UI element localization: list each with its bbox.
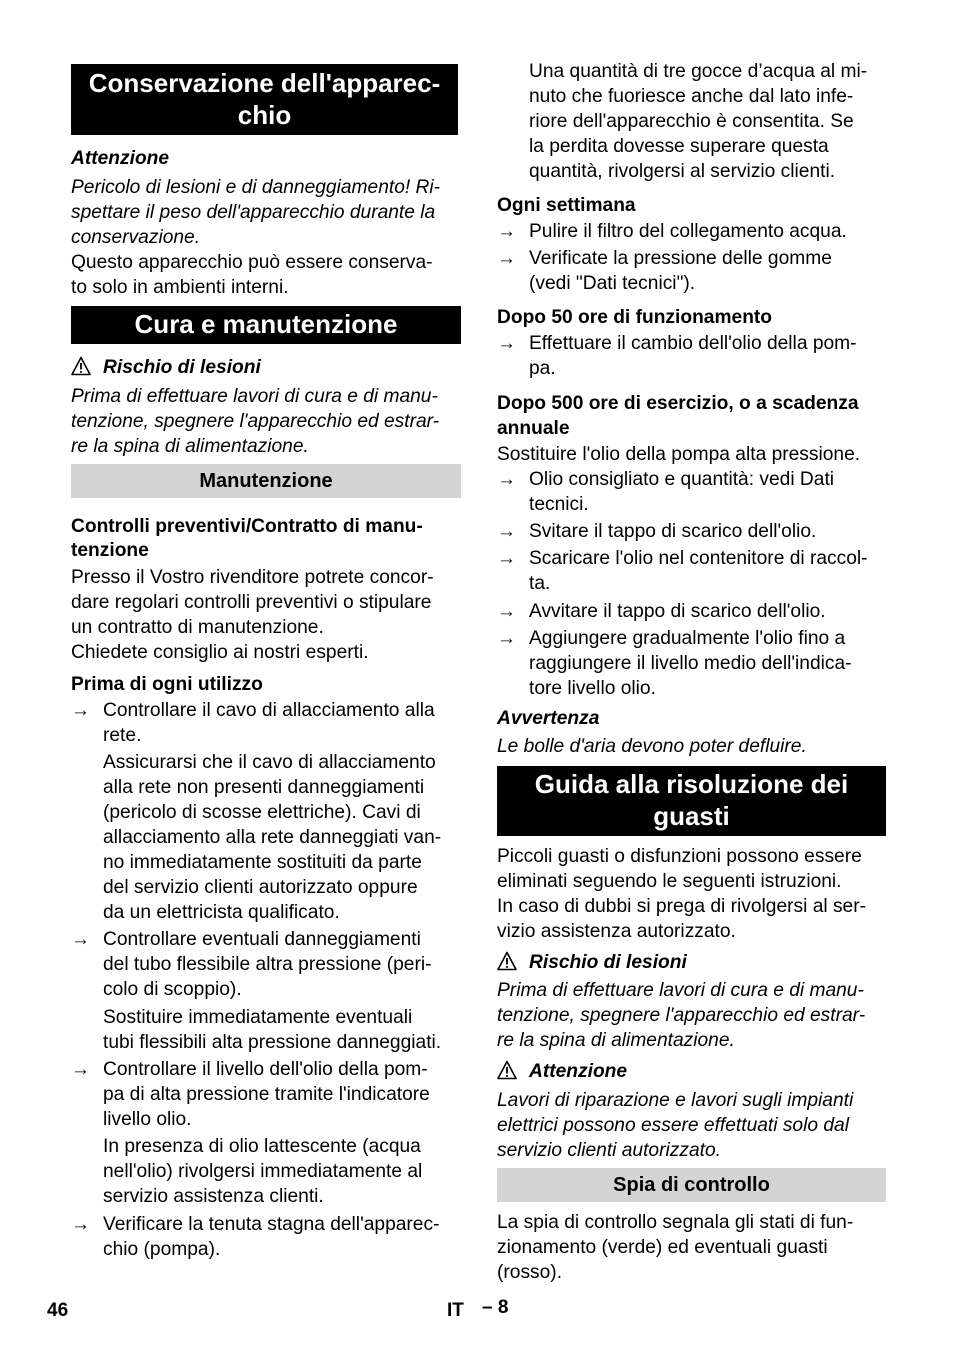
spia-text: (rosso). [497,1262,563,1283]
list-item: Verificare la tenuta stagna dell'apparec- [103,1214,440,1235]
rischio-title: Rischio di lesioni [103,357,261,378]
list-item: rete. [103,725,142,746]
guida-text: In caso di dubbi si prega di rivolgersi al ser- [497,896,867,917]
list-item-note: tubi flessibili alta pressione danneggiati. [103,1032,442,1053]
warning-triangle-icon [497,1060,517,1080]
list-item-note: In presenza di olio lattescente (acqua [103,1136,421,1157]
heading-manutenzione: Manutenzione [71,464,461,498]
dopo50-title: Dopo 50 ore di funzionamento [497,307,773,328]
list-item-note: nell'olio) rivolgersi immediatamente al [103,1161,423,1182]
controlli-text: Presso il Vostro rivenditore potrete concor- [71,567,434,588]
arrow-icon: → [497,248,516,269]
guida-text: eliminati seguendo le seguenti istruzioni. [497,871,842,892]
list-item: Controllare il livello dell'olio della pom- [103,1059,428,1080]
list-item-note: Sostituire immediatamente eventuali [103,1007,413,1028]
heading-conservazione: Conservazione dell'apparec- chio [71,64,458,135]
list-item-note: del servizio clienti autorizzato oppure [103,877,418,898]
attenzione-title: Attenzione [71,148,170,169]
guida-text: vizio assistenza autorizzato. [497,921,736,942]
warning-triangle-icon [497,951,517,971]
arrow-icon: → [71,1059,90,1080]
guida-text: Piccoli guasti o disfunzioni possono essere [497,846,862,867]
rischio-title: Rischio di lesioni [529,952,687,973]
list-item: tecnici. [529,494,589,515]
attenzione-text: conservazione. [71,227,201,248]
list-item: tore livello olio. [529,678,656,699]
leak-text: nuto che fuoriesce anche dal lato infe- [529,86,854,107]
heading-cura-manutenzione: Cura e manutenzione [71,306,461,344]
arrow-icon: → [71,929,90,950]
attenzione-text: spettare il peso dell'apparecchio durante la [71,202,436,223]
list-item: raggiungere il livello medio dell'indica- [529,653,852,674]
rischio-text: Prima di effettuare lavori di cura e di manu- [497,980,864,1001]
spia-text: zionamento (verde) ed eventuali guasti [497,1237,828,1258]
list-item: Effettuare il cambio dell'olio della pom- [529,333,857,354]
rischio-text: re la spina di alimentazione. [71,436,309,457]
attenzione-text: servizio clienti autorizzato. [497,1140,721,1161]
list-item: Avvitare il tappo di scarico dell'olio. [529,601,826,622]
conservazione-text: to solo in ambienti interni. [71,277,289,298]
list-item: chio (pompa). [103,1239,221,1260]
list-item-note: da un elettricista qualificato. [103,902,340,923]
leak-text: riore dell'apparecchio è consentita. Se [529,111,854,132]
avvertenza-text: Le bolle d'aria devono poter defluire. [497,736,807,757]
rischio-text: tenzione, spegnere l'apparecchio ed estrar- [497,1005,866,1026]
attenzione-title: Attenzione [529,1061,628,1082]
arrow-icon: → [497,601,516,622]
attenzione-text: Pericolo di lesioni e di danneggiamento! Ri- [71,177,441,198]
list-item-note: allacciamento alla rete danneggiati van- [103,827,442,848]
list-item-note: Assicurarsi che il cavo di allacciamento [103,752,436,773]
heading-guida-risoluzione-guasti: Guida alla risoluzione dei guasti [497,766,886,836]
dopo500-title: Dopo 500 ore di esercizio, o a scadenza [497,393,859,414]
heading-spia-controllo: Spia di controllo [497,1168,886,1202]
list-item: (vedi "Dati tecnici"). [529,273,696,294]
controlli-text: dare regolari controlli preventivi o stipulare [71,592,432,613]
arrow-icon: → [497,548,516,569]
language-code: IT [447,1300,464,1321]
prima-title: Prima di ogni utilizzo [71,674,263,695]
rischio-text: tenzione, spegnere l'apparecchio ed estrar- [71,411,440,432]
spia-text: La spia di controllo segnala gli stati di fun- [497,1212,854,1233]
list-item-note: (pericolo di scosse elettriche). Cavi di [103,802,421,823]
list-item: colo di scoppio). [103,979,242,1000]
sostituire-text: Sostituire l'olio della pompa alta pressione. [497,444,861,465]
leak-text: quantità, rivolgersi al servizio clienti. [529,161,836,182]
arrow-icon: → [497,469,516,490]
list-item-note: alla rete non presenti danneggiamenti [103,777,425,798]
attenzione-text: Lavori di riparazione e lavori sugli impianti [497,1090,854,1111]
list-item: Controllare eventuali danneggiamenti [103,929,421,950]
arrow-icon: → [497,333,516,354]
arrow-icon: → [497,221,516,242]
leak-text: Una quantità di tre gocce d’acqua al mi- [529,61,868,82]
section-number: – 8 [482,1297,509,1318]
list-item: Verificate la pressione delle gomme [529,248,832,269]
list-item: pa. [529,358,556,379]
attenzione-text: elettrici possono essere effettuati solo dal [497,1115,849,1136]
arrow-icon: → [71,1214,90,1235]
list-item: pa di alta pressione tramite l'indicatore [103,1084,430,1105]
page-number: 46 [47,1300,69,1321]
arrow-icon: → [497,628,516,649]
list-item: Olio consigliato e quantità: vedi Dati [529,469,835,490]
list-item-note: servizio assistenza clienti. [103,1186,324,1207]
list-item: Scaricare l'olio nel contenitore di raccol- [529,548,868,569]
warning-triangle-icon [71,356,91,376]
settimana-title: Ogni settimana [497,195,636,216]
list-item-note: no immediatamente sostituiti da parte [103,852,422,873]
dopo500-title: annuale [497,418,570,439]
arrow-icon: → [71,700,90,721]
list-item: Aggiungere gradualmente l'olio fino a [529,628,846,649]
controlli-title: Controlli preventivi/Contratto di manu- [71,516,423,537]
avvertenza-title: Avvertenza [497,708,600,729]
leak-text: la perdita dovesse superare questa [529,136,829,157]
list-item: Pulire il filtro del collegamento acqua. [529,221,847,242]
controlli-title: tenzione [71,540,149,561]
rischio-text: Prima di effettuare lavori di cura e di manu- [71,386,438,407]
list-item: del tubo flessibile altra pressione (peri- [103,954,432,975]
list-item: livello olio. [103,1109,192,1130]
list-item: Controllare il cavo di allacciamento alla [103,700,435,721]
list-item: ta. [529,573,551,594]
controlli-text: un contratto di manutenzione. [71,617,324,638]
list-item: Svitare il tappo di scarico dell'olio. [529,521,817,542]
rischio-text: re la spina di alimentazione. [497,1030,735,1051]
controlli-text: Chiedete consiglio ai nostri esperti. [71,642,369,663]
arrow-icon: → [497,521,516,542]
conservazione-text: Questo apparecchio può essere conserva- [71,252,433,273]
